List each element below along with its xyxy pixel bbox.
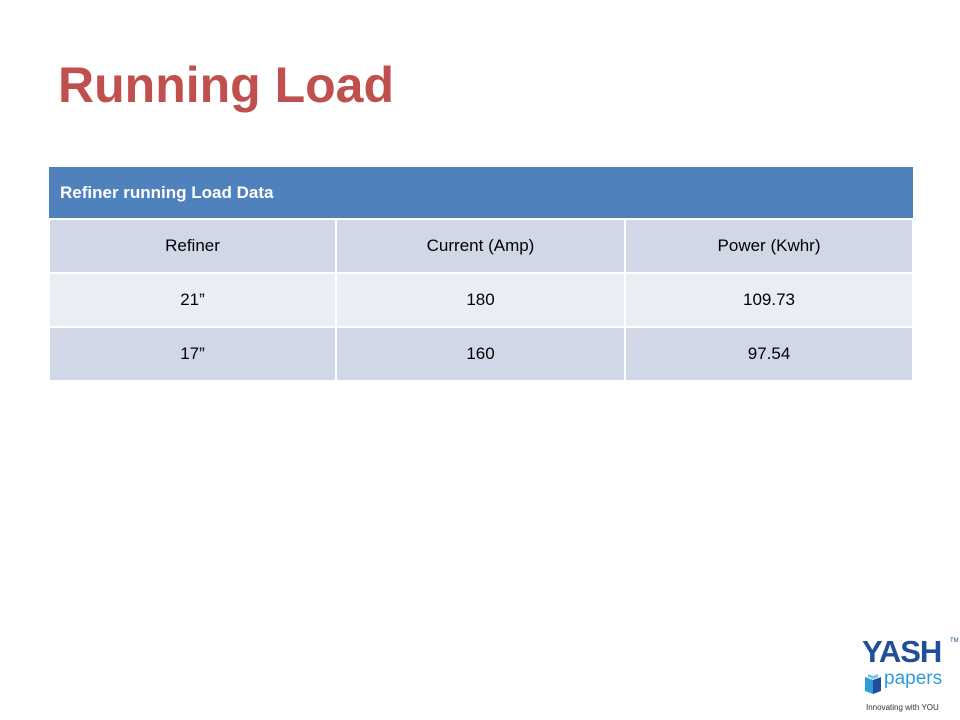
yash-papers-logo: [862, 636, 958, 716]
logo-trademark: TM: [950, 638, 959, 644]
table-cell-refiner: 17”: [49, 327, 336, 381]
table-row: [49, 273, 913, 327]
table-caption-row: [49, 167, 913, 219]
table-cell-power: 97.54: [625, 327, 913, 381]
column-header-refiner: Refiner: [49, 219, 336, 273]
table-row: [49, 327, 913, 381]
table-cell-refiner: 21”: [49, 273, 336, 327]
table-caption: Refiner running Load Data: [49, 167, 913, 219]
column-header-power: Power (Kwhr): [625, 219, 913, 273]
table-header-row: [49, 219, 913, 273]
refiner-load-table: [48, 167, 914, 382]
logo-brand-text: YASH: [862, 634, 942, 669]
book-icon: [864, 673, 882, 695]
table-cell-power: 109.73: [625, 273, 913, 327]
table-cell-current: 180: [336, 273, 625, 327]
logo-tagline: Innovating with YOU: [866, 703, 939, 712]
column-header-current: Current (Amp): [336, 219, 625, 273]
slide-title: Running Load: [58, 57, 395, 113]
logo-product-text: papers: [884, 668, 943, 689]
table-cell-current: 160: [336, 327, 625, 381]
